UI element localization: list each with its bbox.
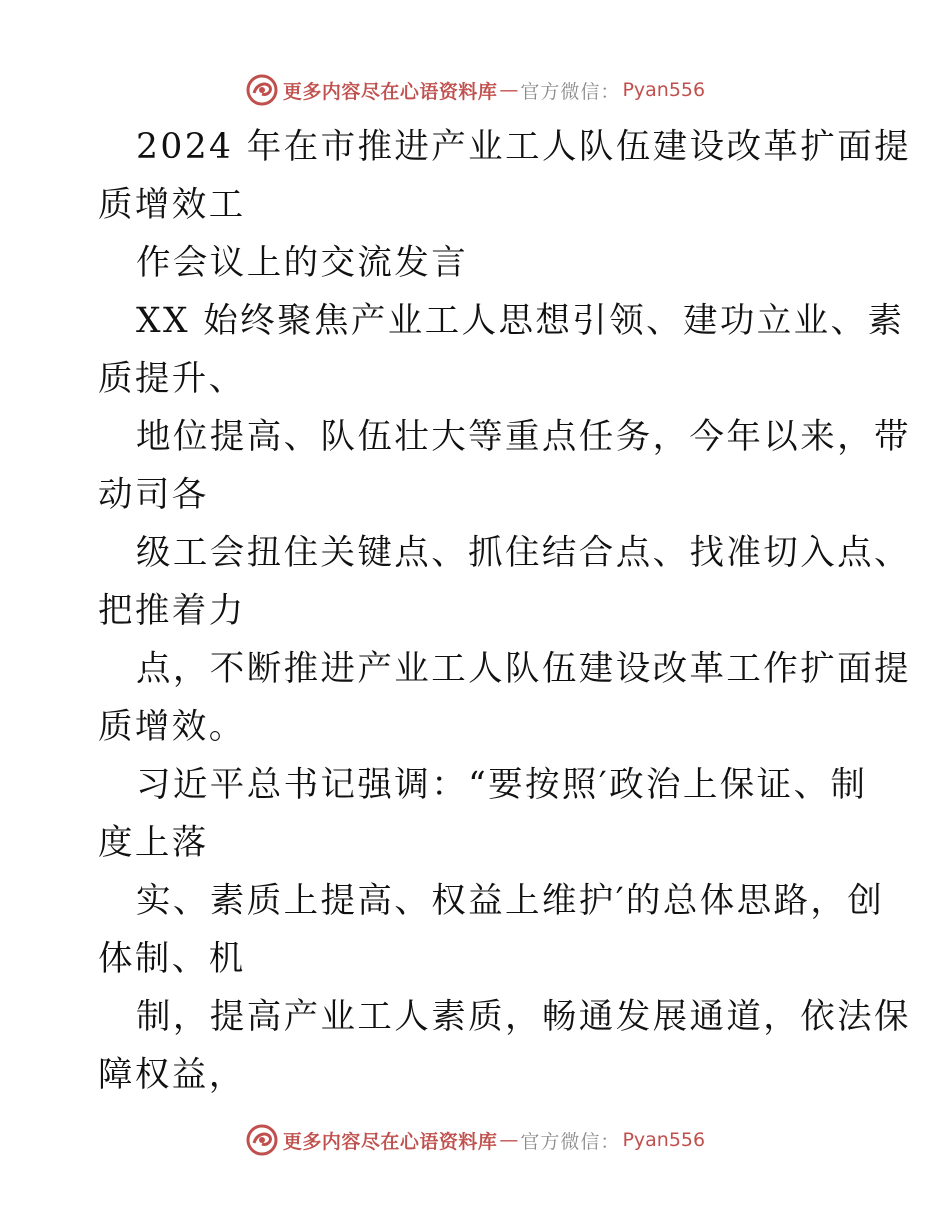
document-body — [98, 118, 911, 1104]
watermark-label-text: 官方微信： — [520, 1130, 621, 1153]
paragraph-line: 地位提高、队伍壮大等重点任务，今年以来，带 — [136, 417, 911, 457]
paragraph-line: 障权益， — [98, 1055, 246, 1095]
watermark-dash: — — [499, 1129, 519, 1151]
paragraph-line: 实、素质上提高、权益上维护′的总体思路，创 — [136, 881, 885, 921]
paragraph-line: 制，提高产业工人素质，畅通发展通道，依法保 — [136, 997, 911, 1037]
paragraph-line: 质提升、 — [98, 359, 246, 399]
red-swirl-logo-icon — [245, 73, 279, 107]
watermark-brand-text: 更多内容尽在心语资料库 — [282, 1130, 498, 1153]
document-subtitle-line: 作会议上的交流发言 — [136, 243, 469, 283]
red-swirl-logo-icon — [245, 1123, 279, 1157]
paragraph-line: 级工会扭住关键点、抓住结合点、找准切入点、 — [136, 533, 911, 573]
paragraph-line: 习近平总书记强调：“要按照′政治上保证、制 — [136, 765, 868, 805]
paragraph-line: 质增效。 — [98, 707, 246, 747]
paragraph-line: 点，不断推进产业工人队伍建设改革工作扩面提 — [136, 649, 911, 689]
document-title-line: 质增效工 — [98, 185, 246, 225]
header-watermark — [0, 72, 950, 108]
watermark-dash: — — [499, 79, 519, 101]
watermark-wechat-id: Pyan556 — [622, 1129, 706, 1151]
footer-watermark — [0, 1122, 950, 1158]
paragraph-line: 度上落 — [98, 823, 209, 863]
watermark-wechat-id: Pyan556 — [622, 79, 706, 101]
document-title-line: 2024 年在市推进产业工人队伍建设改革扩面提 — [136, 127, 911, 167]
paragraph-line: XX 始终聚焦产业工人思想引领、建功立业、素 — [136, 301, 905, 341]
watermark-label-text: 官方微信： — [520, 80, 621, 103]
watermark-brand-text: 更多内容尽在心语资料库 — [282, 80, 498, 103]
paragraph-line: 体制、机 — [98, 939, 246, 979]
paragraph-line: 把推着力 — [98, 591, 246, 631]
paragraph-line: 动司各 — [98, 475, 209, 515]
